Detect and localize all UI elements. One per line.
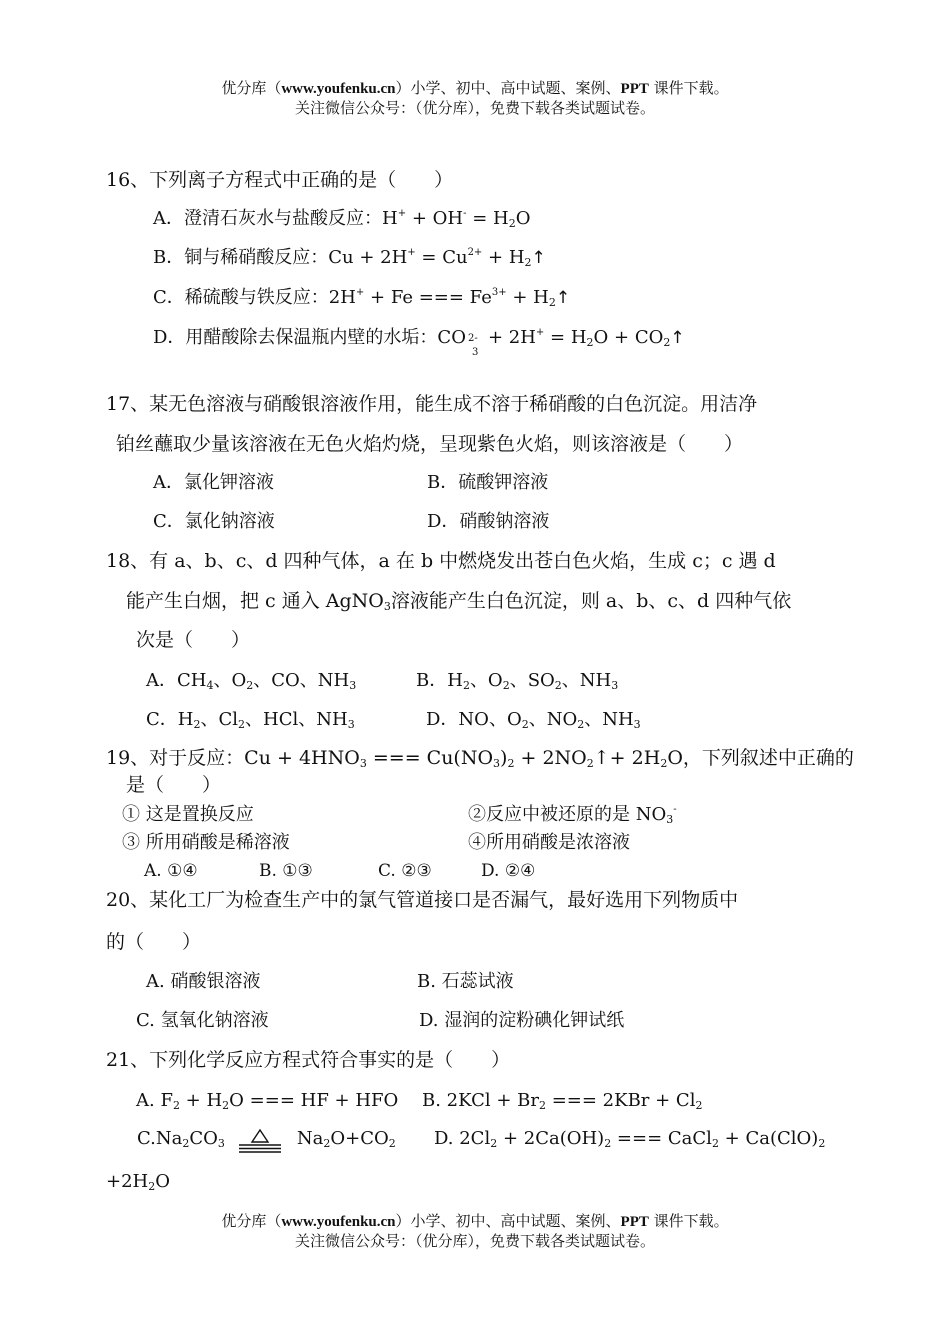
q21-stem: 21、下列化学反应方程式符合事实的是（ ） <box>106 1049 511 1071</box>
q16-stem: 16、下列离子方程式中正确的是（ ） <box>106 169 454 191</box>
q17-option-b: B．硫酸钾溶液 <box>427 472 549 493</box>
q17-stem-line-1: 17、某无色溶液与硝酸银溶液作用，能生成不溶于稀硝酸的白色沉淀。用洁净 <box>106 393 758 415</box>
q19-statement-1: ① 这是置换反应 <box>122 804 254 825</box>
q18-option-b: B．$H_2$、$O_2$、$SO_2$、$NH_3$ <box>416 670 619 692</box>
q20-option-a: A. 硝酸银溶液 <box>146 971 261 992</box>
q20-stem-line-2: 的（ ） <box>106 931 202 953</box>
q19-statement-3: ③ 所用硝酸是稀溶液 <box>122 832 290 853</box>
q21-option-b: B. $2KCl + Br_2$ === $2KBr + Cl_2$ <box>422 1090 703 1112</box>
gas-arrow-icon: ↑ <box>555 288 571 308</box>
q16-option-d: D．用醋酸除去保温瓶内壁的水垢：CO 2- 3 + $2H^+ = H_2O$ + $CO_2↑$ <box>153 327 685 358</box>
q21-option-d-continued: $+2H_2O$ <box>106 1171 170 1193</box>
q20-option-c: C. 氢氧化钠溶液 <box>136 1010 269 1031</box>
q19-option-c: C. ②③ <box>378 861 432 881</box>
q17-option-a: A．氯化钾溶液 <box>153 472 274 493</box>
header-site[interactable]: www.youfenku.cn <box>281 81 396 97</box>
q19-statement-2: ②反应中被还原的是 $NO_3^-$ <box>468 804 677 826</box>
heating-equals-icon <box>237 1127 283 1151</box>
q17-option-c: C．氯化钠溶液 <box>153 511 275 532</box>
footer-line-2: 关注微信公众号：（优分库），免费下载各类试题试卷。 <box>294 1232 655 1250</box>
q19-stem-line-2: 是（ ） <box>126 774 222 796</box>
footer-site[interactable]: www.youfenku.cn <box>281 1214 396 1230</box>
q19-option-d: D. ②④ <box>481 861 536 881</box>
page-footer <box>0 1212 950 1251</box>
q19-option-a: A. ①④ <box>144 861 198 881</box>
q18-stem-line-3: 次是（ ） <box>136 629 251 651</box>
q20-stem-line-1: 20、某化工厂为检查生产中的氯气管道接口是否漏气，最好选用下列物质中 <box>106 889 739 911</box>
q16-option-b: B．铜与稀硝酸反应：$Cu + 2H^+ = Cu^{2+}$ + $H_2↑$ <box>153 247 546 269</box>
q17-stem-line-2: 铂丝蘸取少量该溶液在无色火焰灼烧，呈现紫色火焰，则该溶液是（ ） <box>116 433 744 455</box>
q18-option-c: C．$H_2$、$Cl_2$、HCl、$NH_3$ <box>146 709 355 731</box>
q18-option-a: A．$CH_4$、$O_2$、CO、$NH_3$ <box>146 670 357 692</box>
page-header <box>0 79 950 118</box>
q18-stem-line-2: 能产生白烟，把 c 通入 AgNO$_3$溶液能产生白色沉淀，则 a、b、c、d 四种气依 <box>126 590 792 613</box>
q21-option-a: A. $F_2 + H_2O$ === HF + HFO <box>136 1090 399 1112</box>
q16-option-a: A．澄清石灰水与盐酸反应：$H^+ + OH^- = H_2O$ <box>153 208 531 230</box>
carbonate-charge: 2- 3 <box>467 333 479 358</box>
q19-statement-4: ④所用硝酸是浓溶液 <box>468 832 630 853</box>
gas-arrow-icon: ↑ <box>670 328 685 348</box>
q17-option-d: D．硝酸钠溶液 <box>427 511 550 532</box>
q19-option-b: B. ①③ <box>259 861 313 881</box>
header-line-1: 优分库（www.youfenku.cn）小学、初中、高中试题、案例、PPT 课件下载。 <box>221 79 729 97</box>
q18-option-d: D．NO、$O_2$、$NO_2$、$NH_3$ <box>426 709 641 731</box>
footer-line-1: 优分库（www.youfenku.cn）小学、初中、高中试题、案例、PPT 课件下载。 <box>221 1212 729 1230</box>
q21-option-d: D. $2Cl_2 + 2Ca(OH)_2$ === CaCl$_2$ + $Ca(ClO)_2$ <box>434 1128 826 1150</box>
q21-option-c: $C.Na_2CO_3$ $Na_2O+CO_2$ <box>137 1128 396 1150</box>
q20-option-d: D. 湿润的淀粉碘化钾试纸 <box>419 1010 625 1031</box>
q18-stem-line-1: 18、有 a、b、c、d 四种气体，a 在 b 中燃烧发出苍白色火焰，生成 c；c 遇 d <box>106 550 776 572</box>
q20-option-b: B. 石蕊试液 <box>417 971 514 992</box>
q16-option-c: C．稀硫酸与铁反应：2H+ + Fe === $Fe^{3+}$ + $H_2↑$ <box>153 287 571 309</box>
header-line-2: 关注微信公众号：（优分库），免费下载各类试题试卷。 <box>294 99 655 117</box>
gas-arrow-icon: ↑ <box>531 248 546 268</box>
q19-stem-line-1: 19、对于反应：$Cu + 4HNO_3$ === $Cu(NO_3)_2$ + $2NO_2↑+ 2H_2O$，下列叙述中正确的 <box>106 747 854 770</box>
